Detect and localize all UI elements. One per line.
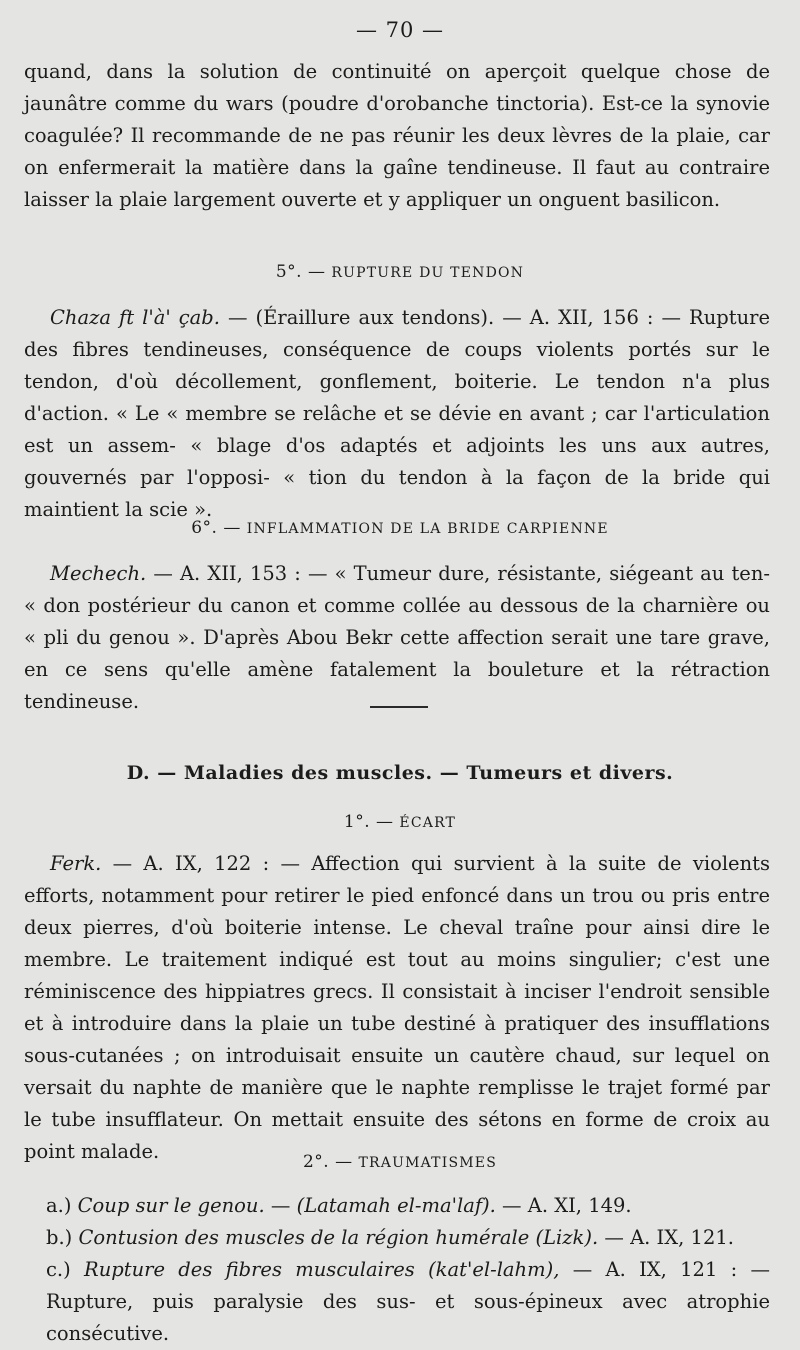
section-1-number: 1°. — bbox=[343, 812, 394, 832]
section-5-number: 5°. — bbox=[275, 262, 326, 282]
section-6-term: Mechech. bbox=[50, 562, 147, 585]
item-label: c.) bbox=[46, 1258, 71, 1281]
traumatism-list bbox=[46, 1190, 770, 1350]
item-ref: — A. IX, 121 : — Rupture, puis paralysie des sus- et sous-épineux avec atrophie consécutive. bbox=[46, 1258, 771, 1345]
intro-paragraph: quand, dans la solution de continuité on aperçoit quelque chose de jaunâtre comme du wars (poudre d'orobanche tinctoria). Est-ce la synovie coagulée? Il recommande de ne pas réunir les deux lèvres de la plaie, car on enfermerait la matière dans la gaîne tendineuse. Il faut au contraire laisser la plaie largement ouverte et y appliquer un onguent basilicon. bbox=[24, 60, 770, 211]
section-1-term: Ferk. bbox=[50, 852, 102, 875]
section-6-paragraph bbox=[24, 558, 770, 718]
list-item bbox=[46, 1222, 770, 1254]
item-gloss: (Latamah el-ma'laf). bbox=[296, 1194, 496, 1217]
section-1-paragraph bbox=[24, 848, 770, 1168]
section-6-title: INFLAMMATION DE LA BRIDE CARPIENNE bbox=[246, 521, 609, 537]
part-d-title: D. — Maladies des muscles. — Tumeurs et divers. bbox=[126, 762, 674, 784]
section-2-number: 2°. — bbox=[302, 1152, 353, 1172]
section-6-text: — A. XII, 153 : — « Tumeur dure, résistante, siégeant au ten- « don postérieur du canon et comme collée au dessous de la charnière ou « pli du genou ». D'après Abou Bekr cette affection serait une tare grave, en ce sens qu'elle amène fatalement la bouleture et la rétraction tendineuse. bbox=[24, 562, 770, 713]
item-ref: — A. IX, 121. bbox=[604, 1226, 734, 1249]
section-1-text: — A. IX, 122 : — Affection qui survient à la suite de violents efforts, notamment pour retirer le pied enfoncé dans un trou ou pris entre deux pierres, d'où boiterie intense. Le cheval traîne pour ainsi dire le membre. Le traitement indiqué est tout au moins singulier; c'est une réminiscence des hippiatres grecs. Il consistait à inciser l'endroit sensible et à introduire dans la plaie un tube destiné à pratiquer des insufflations sous-cutanées ; on introduisait ensuite un cautère chaud, sur lequel on versait du naphte de manière que le naphte remplisse le trajet formé par le tube insufflateur. On mettait ensuite des sétons en forme de croix au point malade. bbox=[24, 852, 770, 1163]
item-term: Contusion des muscles de la région humérale (Lizk). bbox=[78, 1226, 599, 1249]
section-1-title: ÉCART bbox=[399, 815, 457, 831]
item-term: Rupture des fibres musculaires bbox=[84, 1258, 415, 1281]
section-6-heading bbox=[0, 518, 800, 538]
item-mid: — bbox=[270, 1194, 291, 1217]
page-number: — 70 — bbox=[355, 18, 445, 42]
item-gloss: (kat'el-lahm), bbox=[428, 1258, 560, 1281]
section-5-heading bbox=[0, 262, 800, 282]
section-2-title: TRAUMATISMES bbox=[358, 1155, 497, 1171]
section-2-heading bbox=[0, 1152, 800, 1172]
item-ref: — A. XI, 149. bbox=[502, 1194, 632, 1217]
divider-rule bbox=[370, 706, 428, 708]
item-term: Coup sur le genou. bbox=[77, 1194, 265, 1217]
section-5-title: RUPTURE DU TENDON bbox=[331, 265, 525, 281]
section-6-number: 6°. — bbox=[191, 518, 241, 538]
item-label: b.) bbox=[46, 1226, 73, 1249]
item-label: a.) bbox=[46, 1194, 72, 1217]
section-1-heading bbox=[0, 812, 800, 832]
section-5-term: Chaza ft l'à' çab. bbox=[50, 306, 220, 329]
list-item bbox=[46, 1190, 770, 1222]
section-5-paragraph bbox=[24, 302, 770, 526]
section-5-text: — (Éraillure aux tendons). — A. XII, 156 : — Rupture des fibres tendineuses, conséquence de coups violents portés sur le tendon, d'où décollement, gonflement, boiterie. Le tendon n'a plus d'action. « Le « membre se relâche et se dévie en avant ; car l'articulation est un assem- « blage d'os adaptés et adjoints les uns aux autres, gouvernés par l'opposi- « tion du tendon à la façon de la bride qui maintient la scie ». bbox=[24, 306, 771, 521]
